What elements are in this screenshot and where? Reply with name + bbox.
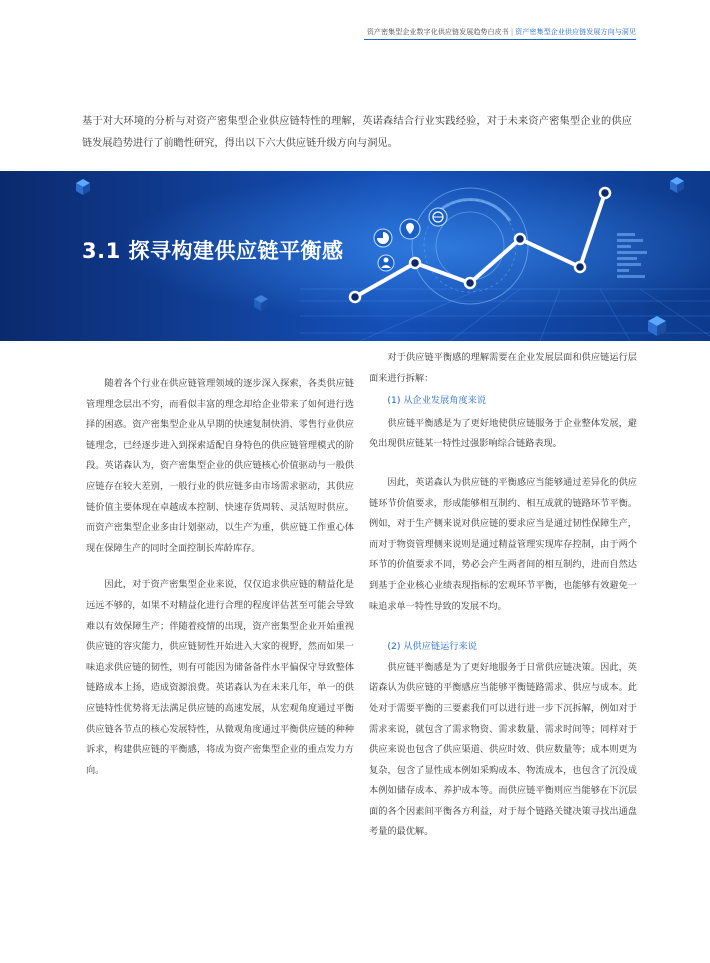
section-title: 3.1 探寻构建供应链平衡感 [82, 239, 344, 263]
globe-icon [429, 208, 447, 226]
running-header [367, 27, 636, 37]
header-rule [364, 39, 636, 40]
subheading-enterprise: (1) 从企业发展角度来说 [387, 395, 487, 407]
pie-chart-icon [374, 229, 392, 247]
left-paragraph-1: 随着各个行业在供应链管理领域的逐步深入探索，各类供应链管理理念层出不穷，而看似丰富的理念却给企业带来了如何进行选择的困惑。资产密集型企业从早期的快速复制快消、零售行业供应链理念，已经逐步进入到探索适配自身特色的供应链管理模式的阶段。英诺森认为，资产密集型企业的供应链核心价值驱动与一般供应链存在较大差别，一般行业的供应链多由市场需求驱动，其供应链价值主要体现在卓越成本控制、快速存货周转、灵活短时供应。而资产密集型企业多由计划驱动，以生产为重，供应链工作重心体现在保障生产的同时全面控制长库龄库存。 [86, 378, 354, 554]
right-paragraph-2: 供应链平衡感是为了更好地使供应链服务于企业整体发展，避免出现供应链某一特性过强影响综合链路表现。 [369, 417, 637, 450]
right-paragraph-1: 对于供应链平衡感的理解需要在企业发展层面和供应链运行层面来进行拆解： [369, 352, 637, 384]
left-column [86, 374, 354, 781]
subheading-operation: (2) 从供应链运行来说 [387, 641, 477, 653]
right-paragraph-3: 因此，英诺森认为供应链的平衡感应当能够通过差异化的供应链环节价值要求，形成能够相互制约、相互成就的链路环节平衡。例如，对于生产侧来说对供应链的要求应当是通过韧性保障生产，而对于物资管理侧来说则是通过精益管理实现库存控制，由于两个环节的价值要求不同，势必会产生两者间的相互制约，进而自然达到基于企业核心业绩表现指标的宏观环节平衡，也能够有效避免一味追求单一特性导致的发展不均。 [369, 476, 637, 612]
header-section-title: 资产密集型企业供应链发展方向与洞见 [515, 28, 636, 36]
left-paragraph-2: 因此，对于资产密集型企业来说，仅仅追求供应链的精益化是远远不够的，如果不对精益化进行合理的程度评估甚至可能会导致难以有效保障生产；伴随着疫情的出现，资产密集型企业开始重视供应链的容灾能力，供应链韧性开始进入大家的视野，然而如果一味追求供应链的韧性，则有可能因为储备备件水平偏保守导致整体链路成本上扬，造成资源浪费。英诺森认为在未来几年，单一的供应链特性优势将无法满足供应链的高速发展，从宏观角度通过平衡供应链各节点的核心发展特性，从微观角度通过平衡供应链的种种诉求，构建供应链的平衡感，将成为资产密集型企业的重点发力方向。 [86, 579, 354, 776]
right-column [369, 348, 637, 843]
people-icon [378, 255, 394, 271]
header-doc-title: 资产密集型企业数字化供应链发展趋势白皮书 [366, 28, 509, 36]
section-banner [0, 171, 710, 341]
header-separator: | [510, 28, 514, 36]
map-pin-icon [400, 219, 420, 239]
right-paragraph-4: 供应链平衡感是为了更好地服务于日常供应链决策。因此，英诺森认为供应链的平衡感应当能够平衡链路需求、供应与成本。此处对于需要平衡的三要素我们可以进行进一步下沉拆解，例如对于需求来说，就包含了需求物资、需求数量、需求时间等；同样对于供应来说也包含了供应渠道、供应时效、供应数量等；成本则更为复杂，包含了显性成本例如采购成本、物流成本，也包含了沉没成本例如储存成本、养护成本等。而供应链平衡则应当能够在下沉层面的各个因素间平衡各方利益，对于每个链路关键决策寻找出通盘考量的最优解。 [369, 661, 637, 838]
intro-paragraph: 基于对大环境的分析与对资产密集型企业供应链特性的理解，英诺森结合行业实践经验，对于未来资产密集型企业的供应链发展趋势进行了前瞻性研究，得出以下六大供应链升级方向与洞见。 [82, 116, 632, 149]
